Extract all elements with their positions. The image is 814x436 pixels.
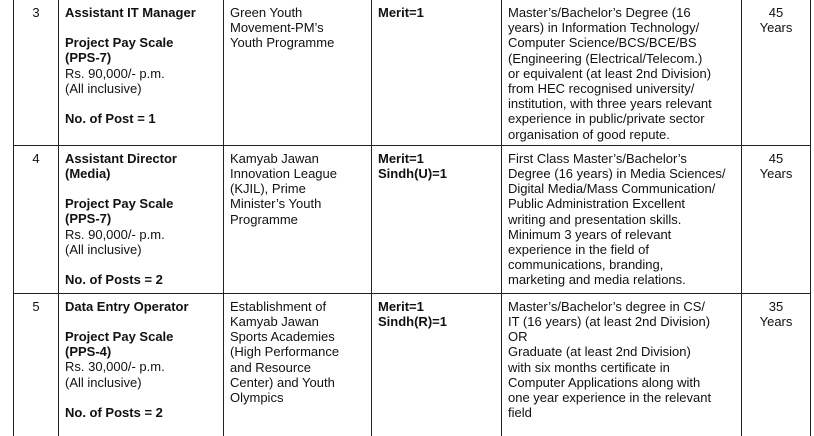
qualification-line: experience in the field of	[508, 242, 649, 258]
qualification-line: organisation of good repute.	[508, 126, 670, 142]
qualification-cell	[502, 145, 742, 293]
qualification-line: field	[508, 405, 532, 421]
job-table-container	[13, 0, 812, 427]
age-value: 45	[768, 150, 784, 166]
qualification-line: with six months certificate in	[508, 359, 670, 375]
pay-note: (All inclusive)	[65, 374, 142, 390]
pay-note: (All inclusive)	[65, 241, 142, 257]
qualification-line: years) in Information Technology/	[508, 20, 700, 36]
qualification-line: experience in public/private sector	[508, 111, 705, 127]
pay-note: (All inclusive)	[65, 80, 142, 96]
quota-line: Sindh(R)=1	[378, 314, 447, 330]
programme-cell	[224, 0, 372, 145]
programme-line: Minister’s Youth	[230, 196, 322, 212]
qualification-line: from HEC recognised university/	[508, 81, 695, 97]
age-unit: Years	[759, 166, 793, 182]
qualification-line: Computer Applications along with	[508, 374, 701, 390]
serial-number: 5	[14, 293, 59, 436]
quota-line: Merit=1	[378, 298, 424, 314]
qualification-line: one year experience in the relevant	[508, 390, 712, 406]
pay-scale-label: Project Pay Scale	[65, 35, 174, 51]
quota-cell	[372, 293, 502, 436]
table-row	[14, 0, 811, 145]
pay-scale-label: Project Pay Scale	[65, 196, 174, 212]
programme-line: Kamyab Jawan	[230, 314, 319, 330]
qualification-cell	[502, 293, 742, 436]
pay-amount: Rs. 30,000/- p.m.	[65, 359, 165, 375]
pay-scale-grade: (PPS-7)	[65, 211, 112, 227]
age-cell	[742, 293, 811, 436]
posts-count: No. of Post = 1	[65, 111, 156, 127]
pay-scale-grade: (PPS-7)	[65, 50, 112, 66]
qualification-line: IT (16 years) (at least 2nd Division)	[508, 314, 711, 330]
pay-amount: Rs. 90,000/- p.m.	[65, 65, 165, 81]
programme-line: (KJIL), Prime	[230, 181, 306, 197]
age-value: 35	[768, 298, 784, 314]
qualification-line: Master’s/Bachelor’s degree in CS/	[508, 298, 706, 314]
post-title: Assistant IT Manager	[65, 5, 196, 20]
age-cell	[742, 145, 811, 293]
post-cell	[59, 0, 224, 145]
serial-number: 3	[14, 0, 59, 145]
post-title: Data Entry Operator	[65, 298, 189, 314]
programme-line: Establishment of	[230, 298, 327, 314]
programme-line: Sports Academies	[230, 329, 335, 345]
qualification-line: Computer Science/BCS/BCE/BS	[508, 35, 697, 51]
qualification-line: Graduate (at least 2nd Division)	[508, 344, 691, 360]
pay-scale-label: Project Pay Scale	[65, 329, 174, 345]
age-unit: Years	[759, 314, 793, 330]
qualification-line: (Engineering (Electrical/Telecom.)	[508, 50, 703, 66]
qualification-line: First Class Master’s/Bachelor’s	[508, 150, 687, 166]
qualification-cell	[502, 0, 742, 145]
programme-line: Movement-PM’s	[230, 20, 324, 36]
age-unit: Years	[759, 20, 793, 36]
post-title: (Media)	[65, 166, 111, 182]
qualification-line: Digital Media/Mass Communication/	[508, 181, 716, 197]
post-cell	[59, 145, 224, 293]
quota-line: Merit=1	[378, 5, 424, 20]
qualification-line: institution, with three years relevant	[508, 96, 712, 112]
qualification-line: Public Administration Excellent	[508, 196, 686, 212]
quota-cell	[372, 145, 502, 293]
qualification-line: Degree (16 years) in Media Sciences/	[508, 166, 726, 182]
job-table	[13, 0, 811, 436]
programme-line: Innovation League	[230, 166, 337, 182]
quota-cell	[372, 0, 502, 145]
programme-line: Kamyab Jawan	[230, 150, 319, 166]
qualification-line: OR	[508, 329, 528, 345]
programme-line: Center) and Youth	[230, 374, 335, 390]
table-row	[14, 293, 811, 436]
table-row	[14, 145, 811, 293]
age-value: 45	[768, 5, 784, 20]
post-cell	[59, 293, 224, 436]
quota-line: Merit=1	[378, 150, 424, 166]
programme-line: and Resource	[230, 359, 311, 375]
qualification-line: Master’s/Bachelor’s Degree (16	[508, 5, 691, 20]
programme-line: (High Performance	[230, 344, 340, 360]
programme-line: Green Youth	[230, 5, 303, 20]
qualification-line: marketing and media relations.	[508, 272, 686, 288]
posts-count: No. of Posts = 2	[65, 404, 163, 420]
programme-line: Olympics	[230, 390, 284, 406]
posts-count: No. of Posts = 2	[65, 272, 163, 288]
qualification-line: Minimum 3 years of relevant	[508, 226, 672, 242]
post-title: Assistant Director	[65, 150, 177, 166]
qualification-line: or equivalent (at least 2nd Division)	[508, 65, 712, 81]
programme-line: Programme	[230, 211, 298, 227]
age-cell	[742, 0, 811, 145]
serial-number: 4	[14, 145, 59, 293]
programme-line: Youth Programme	[230, 35, 335, 51]
quota-line: Sindh(U)=1	[378, 166, 447, 182]
programme-cell	[224, 293, 372, 436]
pay-scale-grade: (PPS-4)	[65, 344, 112, 360]
qualification-line: writing and presentation skills.	[508, 211, 682, 227]
qualification-line: communications, branding,	[508, 257, 664, 273]
pay-amount: Rs. 90,000/- p.m.	[65, 226, 165, 242]
programme-cell	[224, 145, 372, 293]
